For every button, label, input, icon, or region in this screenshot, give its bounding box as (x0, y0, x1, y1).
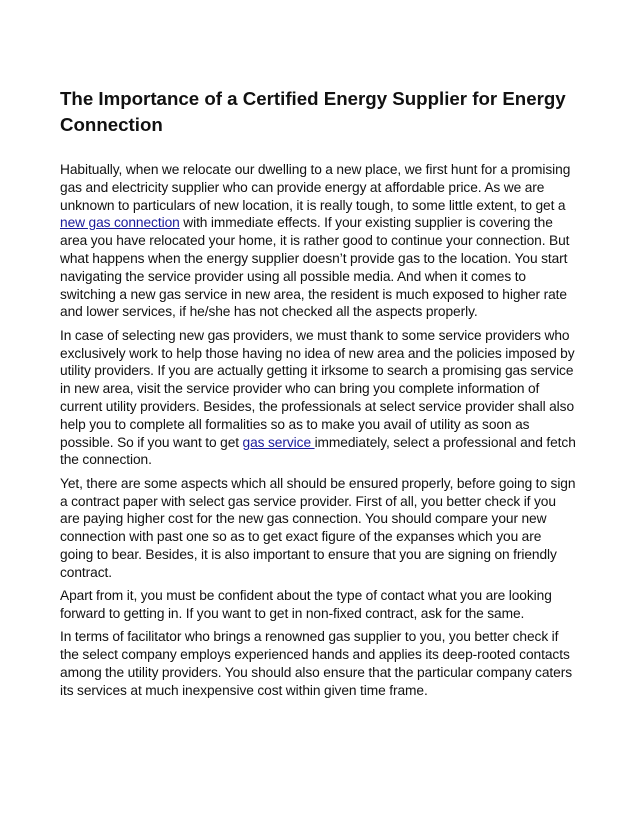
paragraph-2-text-after: immediately, select a professional and fetch the connection. (60, 434, 576, 468)
paragraph-2 (60, 327, 576, 469)
paragraph-5: In terms of facilitator who brings a renowned gas supplier to you, you better check if the select company employs experienced hands and applies its deep-rooted contacts among the utility providers. You should also ensure that the particular company caters its services at much inexpensive cost within given time frame. (60, 629, 572, 698)
new-gas-connection-link[interactable]: new gas connection (60, 215, 180, 231)
document-title: The Importance of a Certified Energy Supplier for Energy Connection (60, 88, 566, 135)
paragraph-3: Yet, there are some aspects which all should be ensured properly, before going to sign a contract paper with select gas service provider. First of all, you better check if you are paying higher cost for the new gas connection. You should compare your new connection with past one so as to get exact figure of the expanses which you are going to bear. Besides, it is also important to ensure that you are signing on friendly contract. (60, 475, 576, 580)
paragraph-1 (60, 161, 576, 321)
paragraph-1-text-before: Habitually, when we relocate our dwelling to a new place, we first hunt for a promising gas and electricity supplier who can provide energy at affordable price. As we are unknown to particulars of new location, it is really tough, to some little extent, to get a (60, 162, 571, 213)
paragraph-2-text-before: In case of selecting new gas providers, we must thank to some service providers who exclusively work to help those having no idea of new area and the policies imposed by utility providers. If you are actually getting it irksome to search a promising gas service in new area, visit the service provider who can bring you complete information of current utility providers. Besides, the professionals at select service provider shall also help you to complete all formalities so as to make you avail of utility as soon as possible. So if you want to get (60, 327, 575, 450)
paragraph-1-text-after: with immediate effects. If your existing supplier is covering the area you have relocated your home, it is rather good to continue your connection. But what happens when the energy supplier doesn’t provide gas to the location. You start navigating the service provider using all possible media. And when it comes to switching a new gas service in new area, the resident is much exposed to higher rate and lower services, if he/she has not checked all the aspects properly. (60, 215, 570, 320)
gas-service-link[interactable]: gas service (242, 434, 315, 450)
paragraph-4: Apart from it, you must be confident about the type of contact what you are looking forward to getting in. If you want to get in non-fixed contract, ask for the same. (60, 588, 552, 621)
document-page (60, 86, 576, 705)
